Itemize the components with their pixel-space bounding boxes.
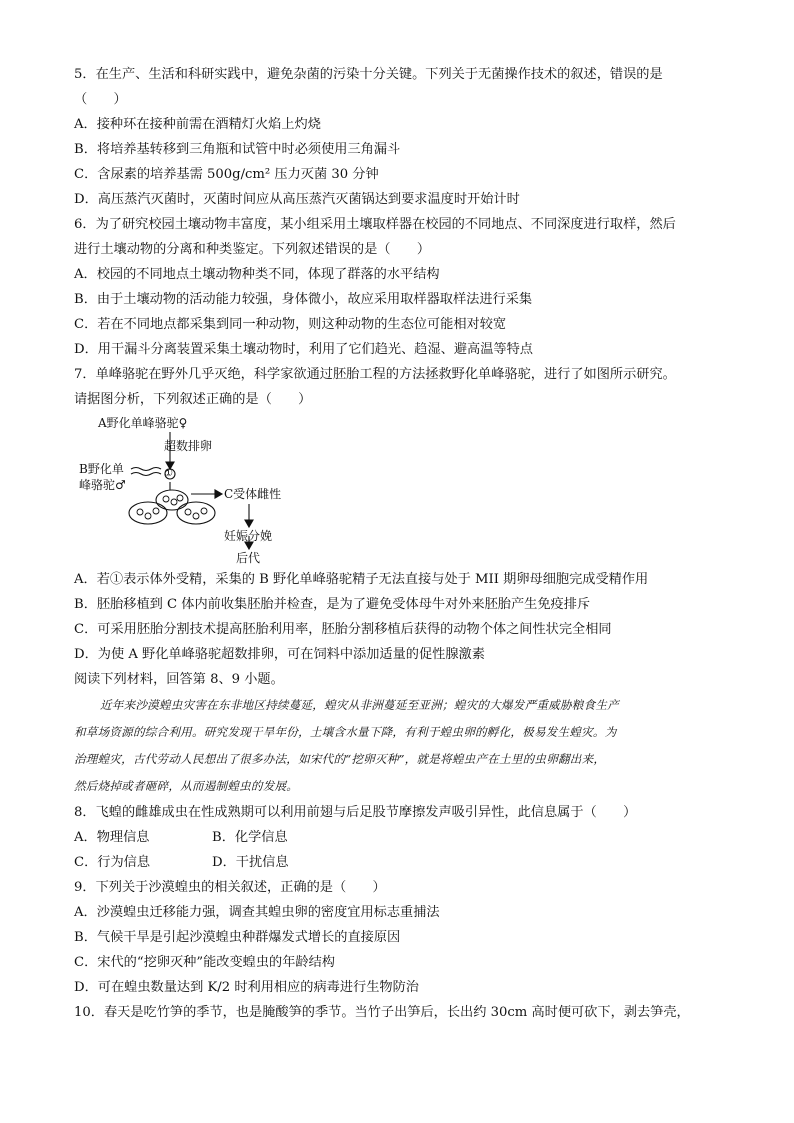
q5-stem-line2: （ ） [74, 92, 127, 107]
q6-option-c: C．若在不同地点都采集到同一种动物，则这种动物的生态位可能相对较宽 [74, 317, 507, 332]
q10-stem: 10．春天是吃竹笋的季节，也是腌酸笋的季节。当竹子出笋后，长出约 30cm 高时便可砍下，剥去笋壳， [74, 1005, 690, 1020]
reading-intro: 阅读下列材料，回答第 8、9 小题。 [74, 672, 284, 687]
q8-option-a: A．物理信息 [74, 830, 150, 845]
diagram-label-c: C受体雌性 [224, 487, 282, 501]
reading-passage-line3: 治理蝗灾，古代劳动人民想出了很多办法，如宋代的“挖卵灭种”，就是将蝗虫产在土里的虫卵翻出来， [74, 752, 606, 766]
q8-stem: 8．飞蝗的雌雄成虫在性成熟期可以利用前翅与后足股节摩擦发声吸引异性，此信息属于（ ） [74, 805, 637, 820]
q9-stem: 9．下列关于沙漠蝗虫的相关叙述，正确的是（ ） [74, 880, 386, 895]
diagram-label-birth: 妊娠分娩 [224, 529, 273, 543]
q5-option-d: D．高压蒸汽灭菌时，灭菌时间应从高压蒸汽灭菌锅达到要求温度时开始计时 [74, 192, 520, 207]
diagram-label-a: A野化单峰骆驼♀ [98, 416, 188, 430]
q5-stem-line1: 5．在生产、生活和科研实践中，避免杂菌的污染十分关键。下列关于无菌操作技术的叙述，错误的是 [74, 67, 663, 82]
q7-stem-line2: 请据图分析，下列叙述正确的是（ ） [74, 392, 312, 407]
q9-option-d: D．可在蝗虫数量达到 K/2 时利用相应的病毒进行生物防治 [74, 980, 419, 995]
q8-option-b: B．化学信息 [212, 830, 288, 845]
q8-options-row2 [74, 850, 724, 875]
q7-option-b: B．胚胎移植到 C 体内前收集胚胎并检查，是为了避免受体母牛对外来胚胎产生免疫排斥 [74, 597, 591, 612]
q8-options-row1 [74, 825, 724, 850]
embryo-engineering-diagram [74, 412, 314, 567]
diagram-label-b-line2: 峰骆驼♂ [79, 478, 126, 492]
diagram-label-offspring: 后代 [236, 551, 261, 565]
arrowhead-c [215, 490, 222, 498]
exam-page [74, 62, 724, 1025]
q6-option-d: D．用干漏斗分离装置采集土壤动物时，利用了它们趋光、趋湿、避高温等特点 [74, 342, 533, 357]
q5-option-c: C．含尿素的培养基需 500g/cm² 压力灭菌 30 分钟 [74, 167, 379, 182]
diagram-label-superovulation: 超数排卵 [164, 439, 213, 453]
reading-passage-line2: 和草场资源的综合利用。研究发现干旱年份，土壤含水量下降，有利于蝗虫卵的孵化，极易发生蝗灾。为 [74, 725, 617, 739]
q5-option-b: B．将培养基转移到三角瓶和试管中时必须使用三角漏斗 [74, 142, 401, 157]
q7-stem-line1: 7．单峰骆驼在野外几乎灭绝，科学家欲通过胚胎工程的方法拯救野化单峰骆驼，进行了如图所示研究。 [74, 367, 676, 382]
reading-passage-line4: 然后烧掉或者砸碎，从而遏制蝗虫的发展。 [74, 779, 299, 793]
q9-option-c: C．宋代的“挖卵灭种”能改变蝗虫的年龄结构 [74, 955, 335, 970]
q9-option-b: B．气候干旱是引起沙漠蝗虫种群爆发式增长的直接原因 [74, 930, 401, 945]
q8-option-d: D．干扰信息 [212, 855, 289, 870]
q5-option-a: A．接种环在接种前需在酒精灯火焰上灼烧 [74, 117, 321, 132]
diagram-label-b-line1: B野化单 [79, 462, 124, 476]
arrowhead-4 [245, 542, 253, 549]
sperm-wave-1 [131, 468, 161, 471]
arrowhead-3 [245, 520, 253, 527]
q9-option-a: A．沙漠蝗虫迁移能力强，调查其蝗虫卵的密度宜用标志重捕法 [74, 905, 440, 920]
q7-option-d: D．为使 A 野化单峰骆驼超数排卵，可在饲料中添加适量的促性腺激素 [74, 647, 485, 662]
diagram-step-marker: ① [164, 468, 173, 479]
q7-option-a: A．若①表示体外受精，采集的 B 野化单峰骆驼精子无法直接与处于 MII 期卵母细胞完成受精作用 [74, 572, 649, 587]
q6-stem-line2: 进行土壤动物的分离和种类鉴定。下列叙述错误的是（ ） [74, 242, 431, 257]
sperm-wave-2 [131, 473, 161, 476]
q8-option-c: C．行为信息 [74, 855, 151, 870]
q6-option-b: B．由于土壤动物的活动能力较强，身体微小，故应采用取样器取样法进行采集 [74, 292, 533, 307]
reading-passage-line1: 近年来沙漠蝗虫灾害在东非地区持续蔓延，蝗灾从非洲蔓延至亚洲；蝗灾的大爆发严重威胁粮食生产 [100, 698, 619, 712]
q6-stem-line1: 6．为了研究校园土壤动物丰富度，某小组采用土壤取样器在校园的不同地点、不同深度进行取样，然后 [74, 217, 676, 232]
q6-option-a: A．校园的不同地点土壤动物种类不同，体现了群落的水平结构 [74, 267, 440, 282]
q7-option-c: C．可采用胚胎分割技术提高胚胎利用率，胚胎分割移植后获得的动物个体之间性状完全相同 [74, 622, 612, 637]
